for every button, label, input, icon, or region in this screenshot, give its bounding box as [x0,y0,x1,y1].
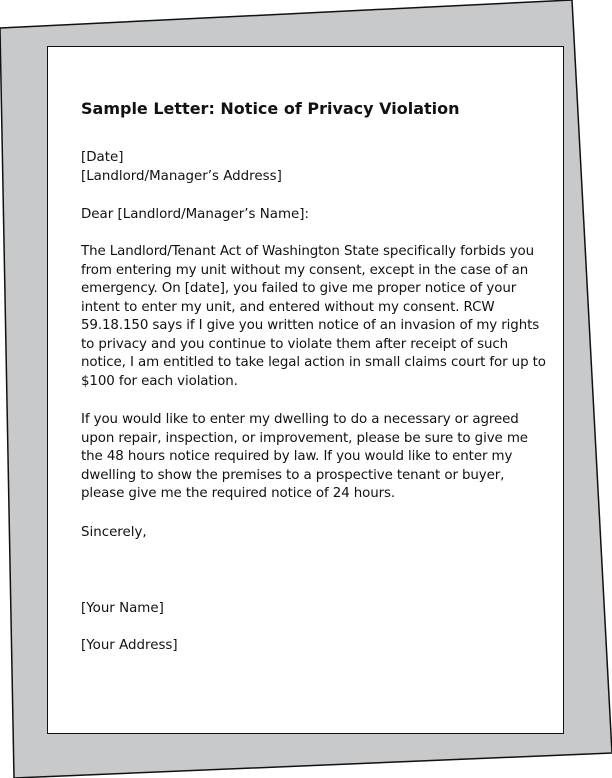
paragraph-1-line: notice, I am entitled to take legal action in small claims court for up to [81,355,546,370]
paragraph-1-line: emergency. On [date], you failed to give me proper notice of your [81,281,517,296]
paragraph-1-line: intent to enter my unit, and entered without my consent. RCW [81,299,495,315]
paragraph-2-line: the 48 hours notice required by law. If you would like to enter my [81,449,513,464]
paragraph-1-line: to privacy and you continue to violate them after receipt of such [81,336,509,352]
your-name-placeholder: [Your Name] [81,601,164,616]
letter-sheet [47,46,564,734]
salutation: Dear [Landlord/Manager’s Name]: [81,207,310,222]
your-address-placeholder: [Your Address] [81,638,178,653]
paragraph-1-line: The Landlord/Tenant Act of Washington State specifically forbids you [81,244,535,259]
paragraph-2-line: please give me the required notice of 24 hours. [81,486,396,501]
paragraph-1-line: $100 for each violation. [81,373,238,389]
paragraph-1 [81,243,546,391]
landlord-address-placeholder: [Landlord/Manager’s Address] [81,169,282,184]
paragraph-2-line: If you would like to enter my dwelling to do a necessary or agreed [81,412,519,427]
paragraph-1-line: from entering my unit without my consent, except in the case of an [81,262,529,278]
paragraph-2 [81,411,528,504]
paragraph-1-line: 59.18.150 says if I give you written notice of an invasion of my rights [81,318,540,333]
paragraph-2-line: dwelling to show the premises to a prospective tenant or buyer, [81,467,505,483]
letter-title: Sample Letter: Notice of Privacy Violation [81,99,460,118]
date-placeholder: [Date] [81,150,124,165]
closing: Sincerely, [81,525,147,540]
paragraph-2-line: upon repair, inspection, or improvement, please be sure to give me [81,430,528,446]
